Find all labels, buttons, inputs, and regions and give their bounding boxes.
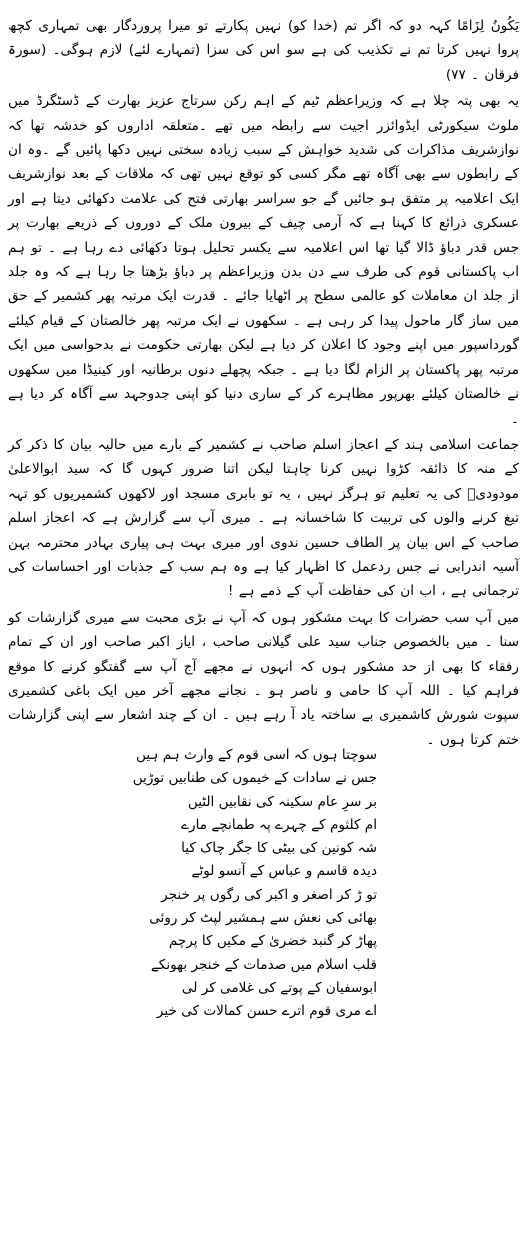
poem-verses	[132, 744, 377, 1024]
poem-line: شہ کونین کی بیٹی کا جگر چاک کیا	[181, 840, 377, 857]
poem-line: سوچتا ہوں کہ اسی قوم کے وارث ہم ہیں	[135, 747, 377, 763]
poem-line: پھاڑ کر گنبد خضریٰ کے مکیں کا پرچم	[168, 933, 377, 950]
poem-line: اے مری قوم اترے حسن کمالات کی خیر	[156, 1003, 377, 1020]
opening-paragraph: يَكُونُ لِزَامًا کہہ دو کہ اگر تم (خدا کو) نہیں پکارتے تو میرا پروردگار بھی تمہاری کچھ پروا نہیں کرتا تم نے تکذیب کی ہے سو اس کی سزا (تمہارے لئے) لازم ہوگی۔ (سورۃ فرقان ۔ ۷۷)	[8, 18, 519, 83]
closing-paragraph: میں آپ سب حضرات کا بہت مشکور ہوں کہ آپ نے بڑی محبت سے میری گزارشات کو سنا ۔ میں بالخصوص جناب سید علی گیلانی صاحب ، ایاز اکبر صاحب اور ان کے تمام رفقاء کا بھی از حد مشکور ہوں کہ انہوں نے مجھے آج آپ سے گفتگو کرنے کا موقع فراہم کیا ۔ اللہ آپ کا حامی و ناصر ہو ۔ نجانے مجھے آخر میں ایک باغی کشمیری سپوت شورش کاشمیری بے ساختہ یاد آ رہے ہیں ۔ ان کے چند اشعار سے اپنی گزارشات ختم کرتا ہوں ۔	[8, 609, 519, 748]
poem-line: ام کلثوم کے چہرے پہ طمانچے مارے	[181, 816, 377, 833]
poem-line: بھائی کی نعش سے ہمشیر لپٹ کر روئی	[149, 910, 377, 927]
poem-line: تو ڑ کر اصغر و اکبر کی رگوں پر خنجر	[161, 886, 377, 903]
body-paragraph: جماعت اسلامی ہند کے اعجاز اسلم صاحب نے کشمیر کے بارے میں حالیہ بیان کا ذکر کر کے منہ کا ذائقہ کڑوا نہیں کرنا چاہتا لیکن اتنا ضرور کہوں گا کہ سید ابوالاعلیٰ مودودیؒ کی یہ تعلیم تو ہرگز نہیں ، یہ تو بابری مسجد اور لاکھوں کشمیریوں کو تہہ تیغ کرنے والوں کی تربیت کا شاخسانہ ہے ۔ میری آپ سے گزارش ہے کہ اعجاز اسلم صاحب کے اس بیان پر الطاف حسین ندوی اور میری بہت ہی پیاری بہادر محترمہ بہن آسیہ اندرابی نے جس ردعمل کا اظہار کیا ہے وہ ہم سب کے جذبات اور احساسات کی ترجمانی ہے ، اب ان کی حفاظت آپ کے ذمے ہے !	[8, 436, 519, 600]
poem-line: قلب اسلام میں صدمات کے خنجر بھونکے	[150, 956, 377, 973]
body-paragraph: یہ بھی پتہ چلا ہے کہ وزیراعظم ٹیم کے اہم رکن سرتاج عزیز بھارت کے ڈسٹگرڈ میں ملوث سیکورٹی ایڈوائزر اجیت سے رابطہ میں تھے ۔متعلقہ اداروں کو خدشہ تھا کہ نوازشریف مذاکرات کی شدید خواہش کے سبب زیادہ سختی نہیں دکھا پائیں گے ۔وہ ان کے رابطوں سے بھی آگاہ تھے مگر کسی کو توقع نہیں تھی کہ ملاقات کے بعد نوازشریف ایک اعلامیہ پر متفق ہو جائیں گے جو سراسر بھارتی فتح کی علامت دکھائی دیتا ہے اور عسکری ذرائع کا کہنا ہے کہ آرمی چیف کے بیرون ملک کے دوروں کے ذریعے بھارت پر جس قدر دباؤ ڈالا گیا تھا اس اعلامیہ سے یکسر تحلیل ہوتا دکھائی دے رہا ہے ۔ تو ہم اب پاکستانی قوم کی طرف سے دن بدن وزیراعظم پر دباؤ بڑھتا جا رہا ہے کہ وہ جلد از جلد ان معاملات کو عالمی سطح پر اٹھایا جائے ۔ قدرت ایک مرتبہ پھر کشمیر کے حق میں ساز گار ماحول پیدا کر رہی ہے ۔ سکھوں نے ایک مرتبہ پھر خالصتان کے قیام کیلئے گورداسپور میں اپنے وجود کا اعلان کر دیا ہے لیکن بھارتی حکومت نے بدحواسی میں ایک مرتبہ پھر پاکستان پر الزام لگا دیا ہے ۔ جبکہ پچھلے دنوں برطانیہ اور کینیڈا میں سکھوں نے خالصتان کیلئے بھرپور مظاہرے کر کے ساری دنیا کو اپنی جدوجہد سے آگاہ کر دیا ہے ۔	[8, 93, 519, 427]
poem-line: دیدہ قاسم و عباس کے آنسو لوٹے	[191, 863, 377, 880]
poem-line: بر سرِ عام سکینہ کی نقابیں الٹیں	[187, 793, 377, 810]
poem-line: ابوسفیان کے پوتے کی غلامی کر لی	[181, 979, 377, 996]
poem-line: جس نے سادات کے خیموں کی طنابیں توڑیں	[132, 770, 377, 787]
